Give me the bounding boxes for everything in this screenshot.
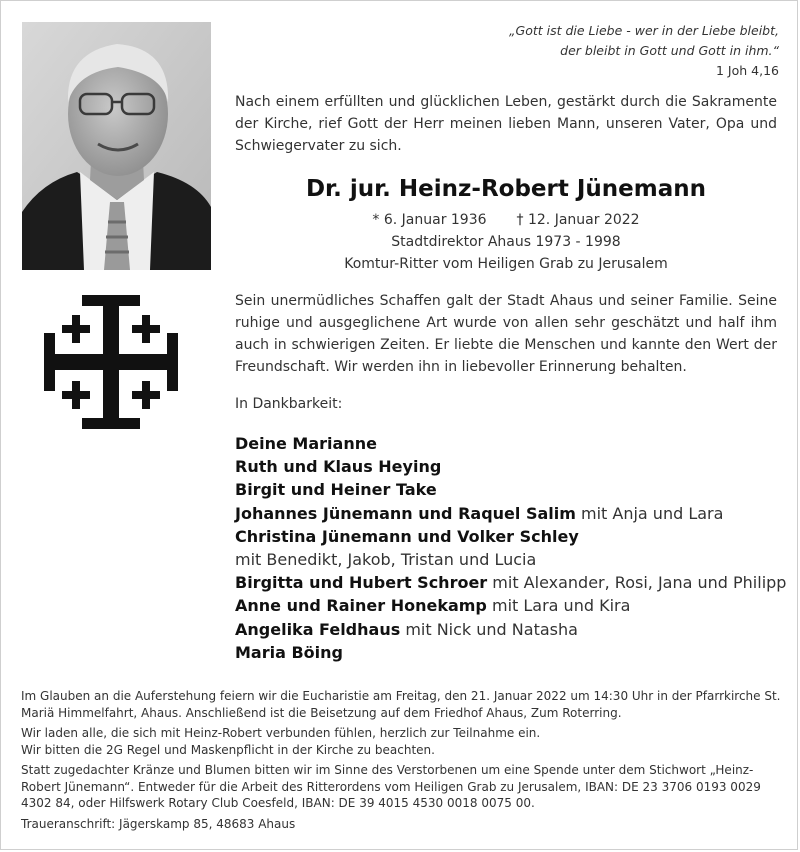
family-row: Maria Böing [235,642,343,662]
family-row: Birgitta und Hubert Schroer mit Alexander, Rosi, Jana und Philipp [235,573,787,593]
funeral-notices [21,688,781,836]
mourning-address: Traueranschrift: Jägerskamp 85, 48683 Ahaus [21,816,296,831]
family-list [235,432,795,664]
death-date: † 12. Januar 2022 [516,212,640,228]
bible-quote [509,21,779,61]
family-row: Angelika Feldhaus mit Nick und Natasha [235,619,578,639]
jerusalem-cross-icon [44,295,178,433]
quote-reference: 1 Joh 4,16 [716,63,779,78]
tribute-paragraph: Sein unermüdliches Schaffen galt der Stadt Ahaus und seiner Familie. Seine ruhige und ausgeglichene Art wurde von allen sehr geschätzt und half ihm auch in schwierigen Zeiten. Er liebte die Menschen und kannte den Wert der Freundschaft. Wir werden ihn in liebevoller Erinnerung behalten. [235,293,777,375]
service-notice: Im Glauben an die Auferstehung feiern wir die Eucharistie am Freitag, den 21. Januar 2022 um 14:30 Uhr in der Pfarrkirche St. Mariä Himmelfahrt, Ahaus. Anschließend ist die Beisetzung auf dem Friedhof Ahaus, Zum Roterring. [21,689,781,720]
life-dates [235,209,777,275]
thanks-line: In Dankbarkeit: [235,396,343,412]
donation-notice: Statt zugedachter Kränze und Blumen bitten wir im Sinne des Verstorbenen um eine Spende unter dem Stichwort „Heinz-Robert Jünemann“. Entweder für die Arbeit des Ritterordens vom Heiligen Grab zu Jerusalem, IBAN: DE 23 3706 0193 0029 4302 84, oder Hilfswerk Rotary Club Coesfeld, IBAN: DE 39 4015 4530 0018 0075 00. [21,763,761,810]
intro-paragraph: Nach einem erfüllten und glücklichen Leben, gestärkt durch die Sakramente der Kirche, rief Gott der Herr meinen lieben Mann, unseren Vater, Opa und Schwiegervater zu sich. [235,94,777,154]
quote-line-1: „Gott ist die Liebe - wer in der Liebe bleibt, [509,23,779,38]
birth-date: * 6. Januar 1936 [372,212,487,228]
family-row: Christina Jünemann und Volker Schley [235,526,579,546]
family-row: Deine Marianne [235,434,377,453]
order-title: Komtur-Ritter vom Heiligen Grab zu Jerusalem [344,256,668,272]
family-row: Johannes Jünemann und Raquel Salim mit Anja und Lara [235,503,724,523]
quote-line-2: der bleibt in Gott und Gott in ihm.“ [560,43,779,58]
family-row: Birgit und Heiner Take [235,480,437,500]
office-title: Stadtdirektor Ahaus 1973 - 1998 [391,234,621,250]
family-row: mit Benedikt, Jakob, Tristan und Lucia [235,550,537,570]
invite-notice: Wir laden alle, die sich mit Heinz-Robert verbunden fühlen, herzlich zur Teilnahme ein. [21,726,541,740]
family-row: Anne und Rainer Honekamp mit Lara und Kira [235,596,631,616]
deceased-name: Dr. jur. Heinz-Robert Jünemann [305,176,707,202]
family-row: Ruth und Klaus Heying [235,457,442,477]
portrait-photo [22,22,211,270]
rules-notice: Wir bitten die 2G Regel und Maskenpflicht in der Kirche zu beachten. [21,742,435,757]
